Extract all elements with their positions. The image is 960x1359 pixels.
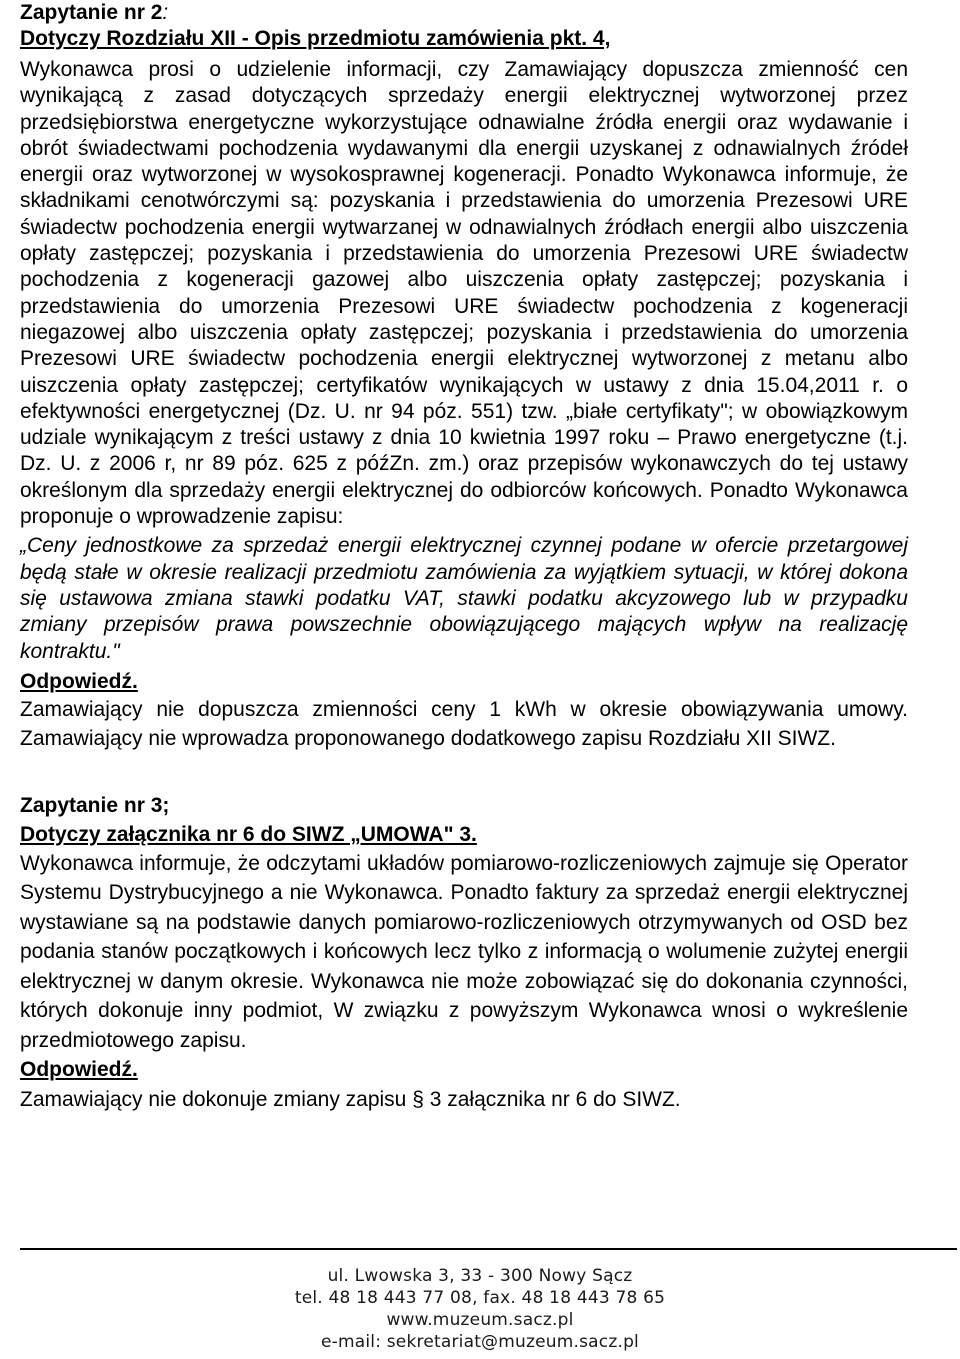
footer-address: ul. Lwowska 3, 33 - 300 Nowy Sącz — [327, 1266, 633, 1286]
question-2-answer: Zamawiający nie dopuszcza zmienności ceny 1 kWh w okresie obowiązywania umowy. Zamawiający nie wprowadza proponowanego dodatkowego zapisu Rozdziału XII SIWZ. — [20, 697, 908, 750]
footer-divider — [20, 1248, 957, 1250]
footer-email: e-mail: sekretariat@muzeum.sacz.pl — [321, 1332, 639, 1352]
question-3-section — [20, 793, 908, 1115]
question-3-answer-label: Odpowiedź. — [20, 1058, 138, 1082]
question-3-body: Wykonawca informuje, że odczytami układów pomiarowo-rozliczeniowych zajmuje się Operator Systemu Dystrybucyjnego a nie Wykonawca. Ponadto faktury za sprzedaż energii elektrycznej wystawiane są na podstawie danych pomiarowo-rozliczeniowych otrzymywanych od OSD bez podania stanów początkowych i końcowych lecz tylko z informacją o wolumenie zużytej energii elektrycznej w danym okresie. Wykonawca nie może zobowiązać się do dokonania czynności, których dokonuje inny podmiot, W związku z powyższym Wykonawca wnosi o wykreślenie przedmiotowego zapisu. — [20, 851, 908, 1052]
question-2-title-colon: : — [162, 1, 169, 24]
footer-website: www.muzeum.sacz.pl — [386, 1310, 574, 1330]
question-3-subtitle: Dotyczy załącznika nr 6 do SIWZ „UMOWA" 3. — [20, 822, 477, 846]
question-3-title: Zapytanie nr 3; — [20, 793, 170, 817]
question-2-body: Wykonawca prosi o udzielenie informacji, czy Zamawiający dopuszcza zmienność cen wynikającą z zasad dotyczących sprzedaży energii elektrycznej wytworzonej przez przedsiębiorstwa energetyczne wykorzystujące odnawialne źródła energii oraz wydawanie i obrót świadectwami pochodzenia wydawanymi dla energii uzyskanej z odnawialnych źródeł energii oraz wytworzonej w wysokosprawnej kogeneracji. Ponadto Wykonawca informuje, że składnikami cenotwórczymi są: pozyskania i przedstawienia do umorzenia Prezesowi URE świadectw pochodzenia energii wytwarzanej w odnawialnych źródłach energii albo uiszczenia opłaty zastępczej; pozyskania i przedstawienia do umorzenia Prezesowi URE świadectw pochodzenia z kogeneracji gazowej albo uiszczenia opłaty zastępczej; pozyskania i przedstawienia do umorzenia Prezesowi URE świadectw pochodzenia z kogeneracji niegazowej albo uiszczenia opłaty zastępczej; pozyskania i przedstawienia do umorzenia Prezesowi URE świadectw pochodzenia energii elektrycznej wytworzonej z metanu albo uiszczenia opłaty zastępczej; certyfikatów wynikających w ustawy z dnia 15.04,2011 r. o efektywności energetycznej (Dz. U. nr 94 póz. 551) tzw. „białe certyfikaty"; w obowiązkowym udziale wynikającym z treści ustawy z dnia 10 kwietnia 1997 roku – Prawo energetyczne (t.j. Dz. U. z 2006 r, nr 89 póz. 625 z późZn. zm.) oraz przepisów wykonawczych do tej ustawy określonym dla sprzedaży energii elektrycznej do odbiorców końcowych. Ponadto Wykonawca proponuje o wprowadzenie zapisu: — [20, 58, 908, 529]
question-2-quote: „Ceny jednostkowe za sprzedaż energii elektrycznej czynnej podane w ofercie przetargowej będą stałe w okresie realizacji przedmiotu zamówienia za wyjątkiem sytuacji, w której dokona się ustawowa zmiana stawki podatku VAT, stawki podatku akcyzowego lub w przypadku zmiany przepisów prawa powszechnie obowiązującego mających wpływ na realizację kontraktu." — [20, 534, 908, 663]
question-2-subtitle: Dotyczy Rozdziału XII - Opis przedmiotu zamówienia pkt. 4, — [20, 27, 611, 50]
question-2-answer-label: Odpowiedź. — [20, 669, 138, 693]
document-page — [20, 0, 908, 1115]
question-2-title — [20, 0, 908, 25]
footer-phone: tel. 48 18 443 77 08, fax. 48 18 443 78 65 — [294, 1288, 666, 1308]
question-2-title-text: Zapytanie nr 2 — [20, 1, 163, 24]
question-3-answer: Zamawiający nie dokonuje zmiany zapisu § 3 załącznika nr 6 do SIWZ. — [20, 1088, 681, 1112]
footer — [0, 1265, 960, 1353]
